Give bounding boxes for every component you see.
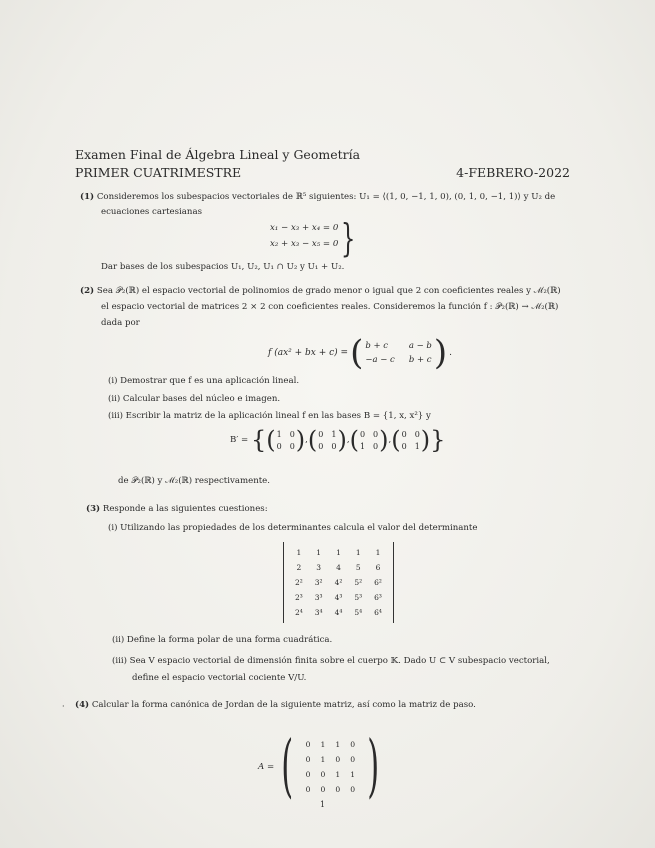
problem-3-item-i: (i) Utilizando las propiedades de los determinantes calcula el valor del determinante (108, 523, 478, 533)
system-brace: } (340, 216, 356, 260)
problem-1-line-1: (1) Consideremos los subespacios vectoriales de ℝ⁵ siguientes: U₁ = ⟨(1, 0, −1, 1, 0), (0, 1, 0, −1, 1)⟩ y U₂ de (80, 192, 556, 202)
problem-2-line-2: el espacio vectorial de matrices 2 × 2 con coeficientes reales. Consideremos la función f : 𝒫₂(ℝ) → ℳ₂(ℝ) (101, 302, 559, 312)
function-definition: f (ax² + bx + c) = ( b + c a − b −a − c b + c ) . (268, 333, 453, 373)
exam-title: Examen Final de Álgebra Lineal y Geometría (75, 147, 361, 162)
problem-3-line-1: (3) Responde a las siguientes cuestiones: (86, 504, 268, 514)
problem-4-line-1: (4) Calcular la forma canónica de Jordan de la siguiente matriz, así como la matriz de paso. (75, 700, 476, 710)
determinant: 1 1 1 1 1 2 3 4 5 6 2² 3² 4² 5² 6² 2³ 3³ 4³ 5³ 6³ 2⁴ 3⁴ 4⁴ 5⁴ 6⁴ (283, 542, 394, 623)
basis-b-prime: B′ = { ( 1 0 0 0 ) , ( 0 1 0 0 ) , ( 0 0 1 0 ) , ( 0 0 0 1 ) } (230, 426, 446, 454)
cartesian-system: x₁ − x₃ + x₄ = 0 x₂ + x₃ − x₅ = 0 (270, 223, 339, 249)
function-matrix: b + c a − b −a − c b + c (365, 341, 432, 365)
problem-1-line-2: ecuaciones cartesianas (101, 207, 202, 217)
problem-3-item-ii: (ii) Define la forma polar de una forma cuadrática. (112, 635, 333, 645)
problem-3-item-iii-line-2: define el espacio vectorial cociente V/U. (132, 673, 307, 683)
bullet-mark: · (62, 702, 65, 711)
problem-3-item-iii-line-1: (iii) Sea V espacio vectorial de dimensión finita sobre el cuerpo 𝕂. Dado U ⊂ V subespacio vectorial, (112, 656, 550, 666)
matrix-a: A = ( 0 1 1 0 0 1 0 0 0 0 1 1 0 0 0 0 ) (258, 727, 380, 806)
problem-2-item-iii: (iii) Escribir la matriz de la aplicación lineal f en las bases B = {1, x, x²} y (108, 411, 431, 421)
problem-2-line-3: dada por (101, 318, 140, 328)
problem-2-item-i: (i) Demostrar que f es una aplicación lineal. (108, 376, 300, 386)
problem-2-line-1: (2) Sea 𝒫₂(ℝ) el espacio vectorial de polinomios de grado menor o igual que 2 con coeficientes reales y ℳ₂(ℝ) (80, 286, 561, 296)
page-number: 1 (320, 800, 326, 809)
problem-2-item-ii: (ii) Calcular bases del núcleo e imagen. (108, 394, 281, 404)
exam-date: 4-FEBRERO-2022 (456, 165, 570, 180)
problem-2-tail: de 𝒫₂(ℝ) y ℳ₂(ℝ) respectivamente. (118, 476, 270, 486)
problem-1-question: Dar bases de los subespacios U₁, U₂, U₁ ∩ U₂ y U₁ + U₂. (101, 262, 345, 272)
exam-subtitle: PRIMER CUATRIMESTRE (75, 165, 242, 180)
